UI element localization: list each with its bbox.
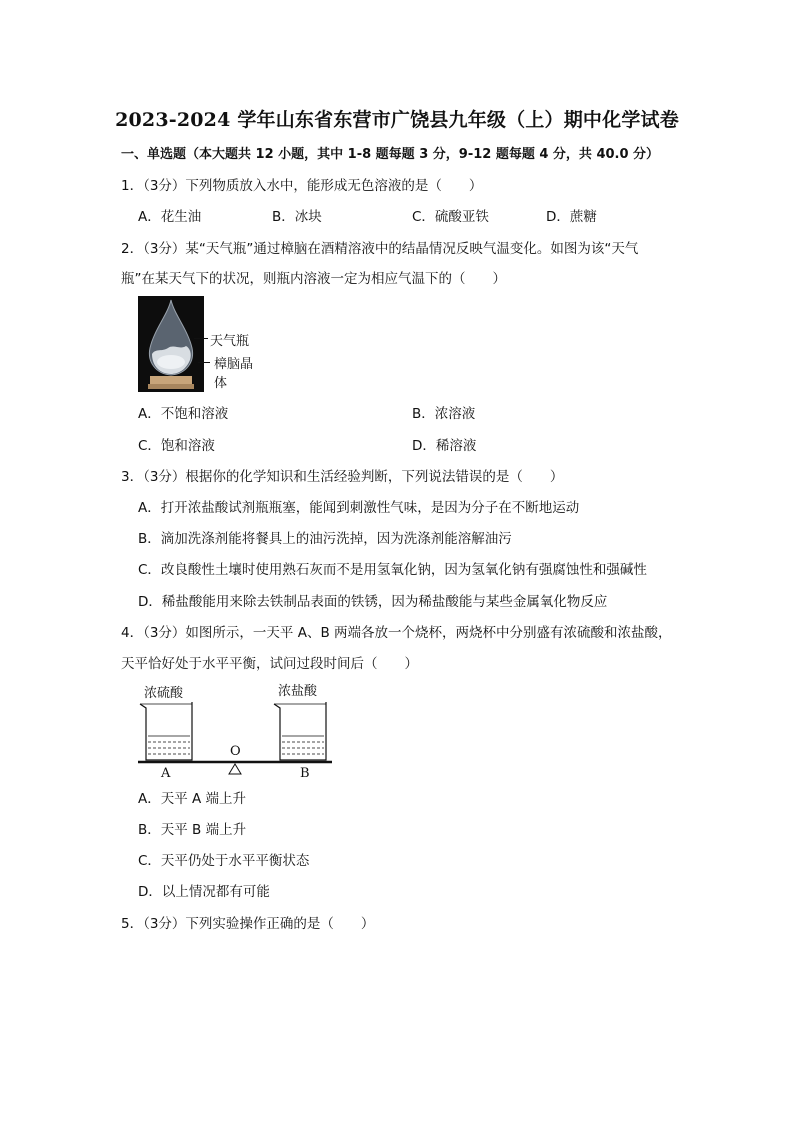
bottle-label: 天气瓶 [210, 334, 250, 349]
balance-figure [136, 682, 336, 782]
q2-option-a: A．不饱和溶液 [138, 406, 229, 422]
q1-option-d: D．蔗糖 [546, 209, 597, 225]
q2-stem-line1: 2．（3分）某“天气瓶”通过樟脑在酒精溶液中的结晶情况反映气温变化。如图为该“天气 [121, 241, 639, 257]
weather-bottle-figure [138, 296, 268, 396]
q3-option-a: A．打开浓盐酸试剂瓶瓶塞，能闻到刺激性气味，是因为分子在不断地运动 [138, 500, 580, 516]
left-beaker-label: 浓硫酸 [144, 686, 184, 701]
q4-stem-line2: 天平恰好处于水平平衡，试问过段时间后（ ） [121, 656, 418, 672]
section-heading: 一、单选题（本大题共 12 小题，其中 1-8 题每题 3 分，9-12 题每题 4 分，共 40.0 分） [121, 147, 660, 162]
crystal-label-line2: 体 [214, 376, 228, 391]
q2-stem-line2: 瓶”在某天气下的状况，则瓶内溶液一定为相应气温下的（ ） [121, 271, 506, 287]
q1-option-b: B．冰块 [272, 209, 322, 225]
q4-option-c: C．天平仍处于水平平衡状态 [138, 853, 310, 869]
q1-option-c: C．硫酸亚铁 [412, 209, 489, 225]
page-title: 2023-2024 学年山东省东营市广饶县九年级（上）期中化学试卷 [115, 109, 679, 131]
q3-option-b: B．滴加洗涤剂能将餐具上的油污洗掉，因为洗涤剂能溶解油污 [138, 531, 512, 547]
q2-option-d: D．稀溶液 [412, 438, 477, 454]
q4-option-d: D．以上情况都有可能 [138, 884, 270, 900]
right-beaker-label: 浓盐酸 [278, 684, 318, 699]
weather-bottle-photo [138, 296, 204, 392]
q3-stem: 3．（3分）根据你的化学知识和生活经验判断，下列说法错误的是（ ） [121, 469, 564, 485]
q3-option-c: C．改良酸性土壤时使用熟石灰而不是用氢氧化钠，因为氢氧化钠有强腐蚀性和强碱性 [138, 562, 647, 578]
q4-stem-line1: 4．（3分）如图所示，一天平 A、B 两端各放一个烧杯，两烧杯中分别盛有浓硫酸和浓盐酸， [121, 625, 672, 641]
q1-stem: 1．（3分）下列物质放入水中，能形成无色溶液的是（ ） [121, 178, 483, 194]
q4-option-a: A．天平 A 端上升 [138, 791, 247, 807]
q3-option-d: D．稀盐酸能用来除去铁制品表面的铁锈，因为稀盐酸能与某些金属氧化物反应 [138, 594, 608, 610]
q1-option-a: A．花生油 [138, 209, 202, 225]
q5-stem: 5．（3分）下列实验操作正确的是（ ） [121, 916, 375, 932]
end-a-label: A [161, 766, 171, 781]
pivot-label: O [230, 744, 241, 759]
q2-option-b: B．浓溶液 [412, 406, 476, 422]
crystal-label-line1: 樟脑晶 [214, 357, 254, 372]
q2-option-c: C．饱和溶液 [138, 438, 215, 454]
end-b-label: B [300, 766, 310, 781]
q4-option-b: B．天平 B 端上升 [138, 822, 247, 838]
